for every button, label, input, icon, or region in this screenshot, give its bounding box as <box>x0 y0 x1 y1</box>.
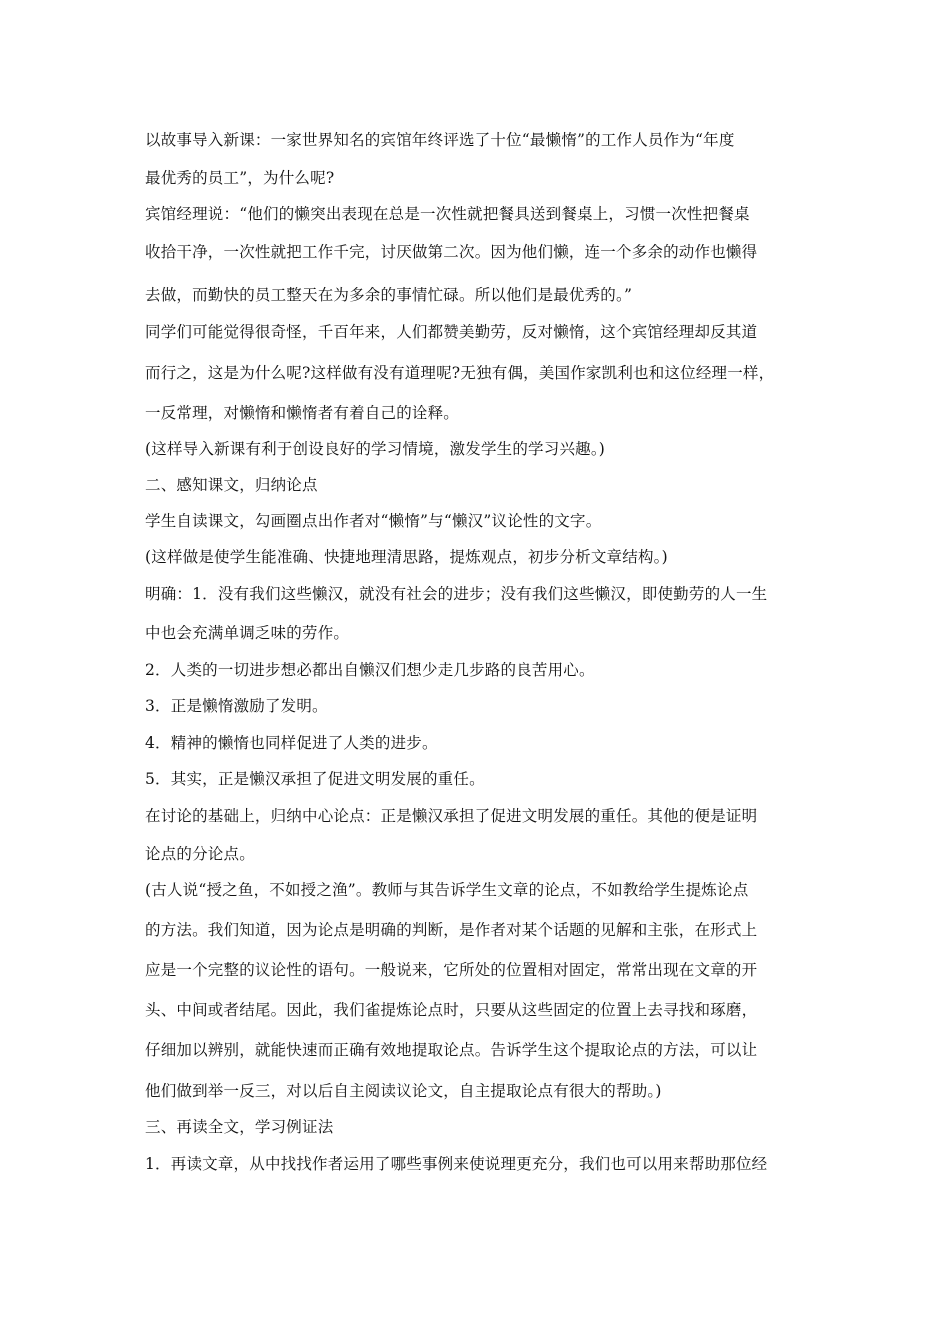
text-line: 明确：1．没有我们这些懒汉，就没有社会的进步；没有我们这些懒汉，即使勤劳的人一生 <box>145 585 768 603</box>
text-line: 学生自读课文，勾画圈点出作者对“懒惰”与“懒汉”议论性的文字。 <box>145 512 602 530</box>
text-line: 的方法。我们知道，因为论点是明确的判断，是作者对某个话题的见解和主张，在形式上 <box>145 921 758 939</box>
list-item: 3．正是懒惰激励了发明。 <box>145 697 328 715</box>
text-line: 论点的分论点。 <box>145 845 255 863</box>
text-line: 在讨论的基础上，归纳中心论点：正是懒汉承担了促进文明发展的重任。其他的便是证明 <box>145 807 758 825</box>
text-line: 收拾干净，一次性就把工作千完，讨厌做第二次。因为他们懒，连一个多余的动作也懒得 <box>145 243 758 261</box>
list-item: 2．人类的一切进步想必都出自懒汉们想少走几步路的良苦用心。 <box>145 661 595 679</box>
text-line: 最优秀的员工”，为什么呢? <box>145 169 335 187</box>
text-line: 同学们可能觉得很奇怪，千百年来，人们都赞美勤劳，反对懒惰，这个宾馆经理却反其道 <box>145 323 758 341</box>
text-line: 他们做到举一反三，对以后自主阅读议论文，自主提取论点有很大的帮助。) <box>145 1082 662 1100</box>
list-item: 5．其实，正是懒汉承担了促进文明发展的重任。 <box>145 770 485 788</box>
text-line: 头、中间或者结尾。因此，我们雀提炼论点时，只要从这些固定的位置上去寻找和琢磨， <box>145 1001 758 1019</box>
text-line: 一反常理，对懒惰和懒惰者有着自己的诠释。 <box>145 404 460 422</box>
text-line: (这样导入新课有利于创设良好的学习情境，激发学生的学习兴趣。) <box>145 440 606 458</box>
list-item: 4．精神的懒惰也同样促进了人类的进步。 <box>145 734 438 752</box>
text-line: 去做，而勤快的员工整天在为多余的事情忙碌。所以他们是最优秀的。” <box>145 286 633 304</box>
text-line: 宾馆经理说：“他们的懒突出表现在总是一次性就把餐具送到餐桌上，习惯一次性把餐桌 <box>145 205 750 223</box>
text-line: (这样做是使学生能准确、快捷地理清思路，提炼观点，初步分析文章结构。) <box>145 548 668 566</box>
text-line: (古人说“授之鱼，不如授之渔”。教师与其告诉学生文章的论点，不如教给学生提炼论点 <box>145 881 749 899</box>
section-heading: 三、再读全文，学习例证法 <box>145 1118 334 1136</box>
text-line: 应是一个完整的议论性的语句。一般说来，它所处的位置相对固定，常常出现在文章的开 <box>145 961 758 979</box>
section-heading: 二、感知课文，归纳论点 <box>145 476 318 494</box>
text-line: 以故事导入新课：一家世界知名的宾馆年终评选了十位“最懒惰”的工作人员作为“年度 <box>145 131 735 149</box>
text-line: 仔细加以辨别，就能快速而正确有效地提取论点。告诉学生这个提取论点的方法，可以让 <box>145 1041 758 1059</box>
text-line: 1．再读文章，从中找找作者运用了哪些事例来使说理更充分，我们也可以用来帮助那位经 <box>145 1155 768 1173</box>
text-line: 而行之，这是为什么呢?这样做有没有道理呢?无独有偶，美国作家凯利也和这位经理一样， <box>145 364 775 382</box>
text-line: 中也会充满单调乏味的劳作。 <box>145 624 350 642</box>
